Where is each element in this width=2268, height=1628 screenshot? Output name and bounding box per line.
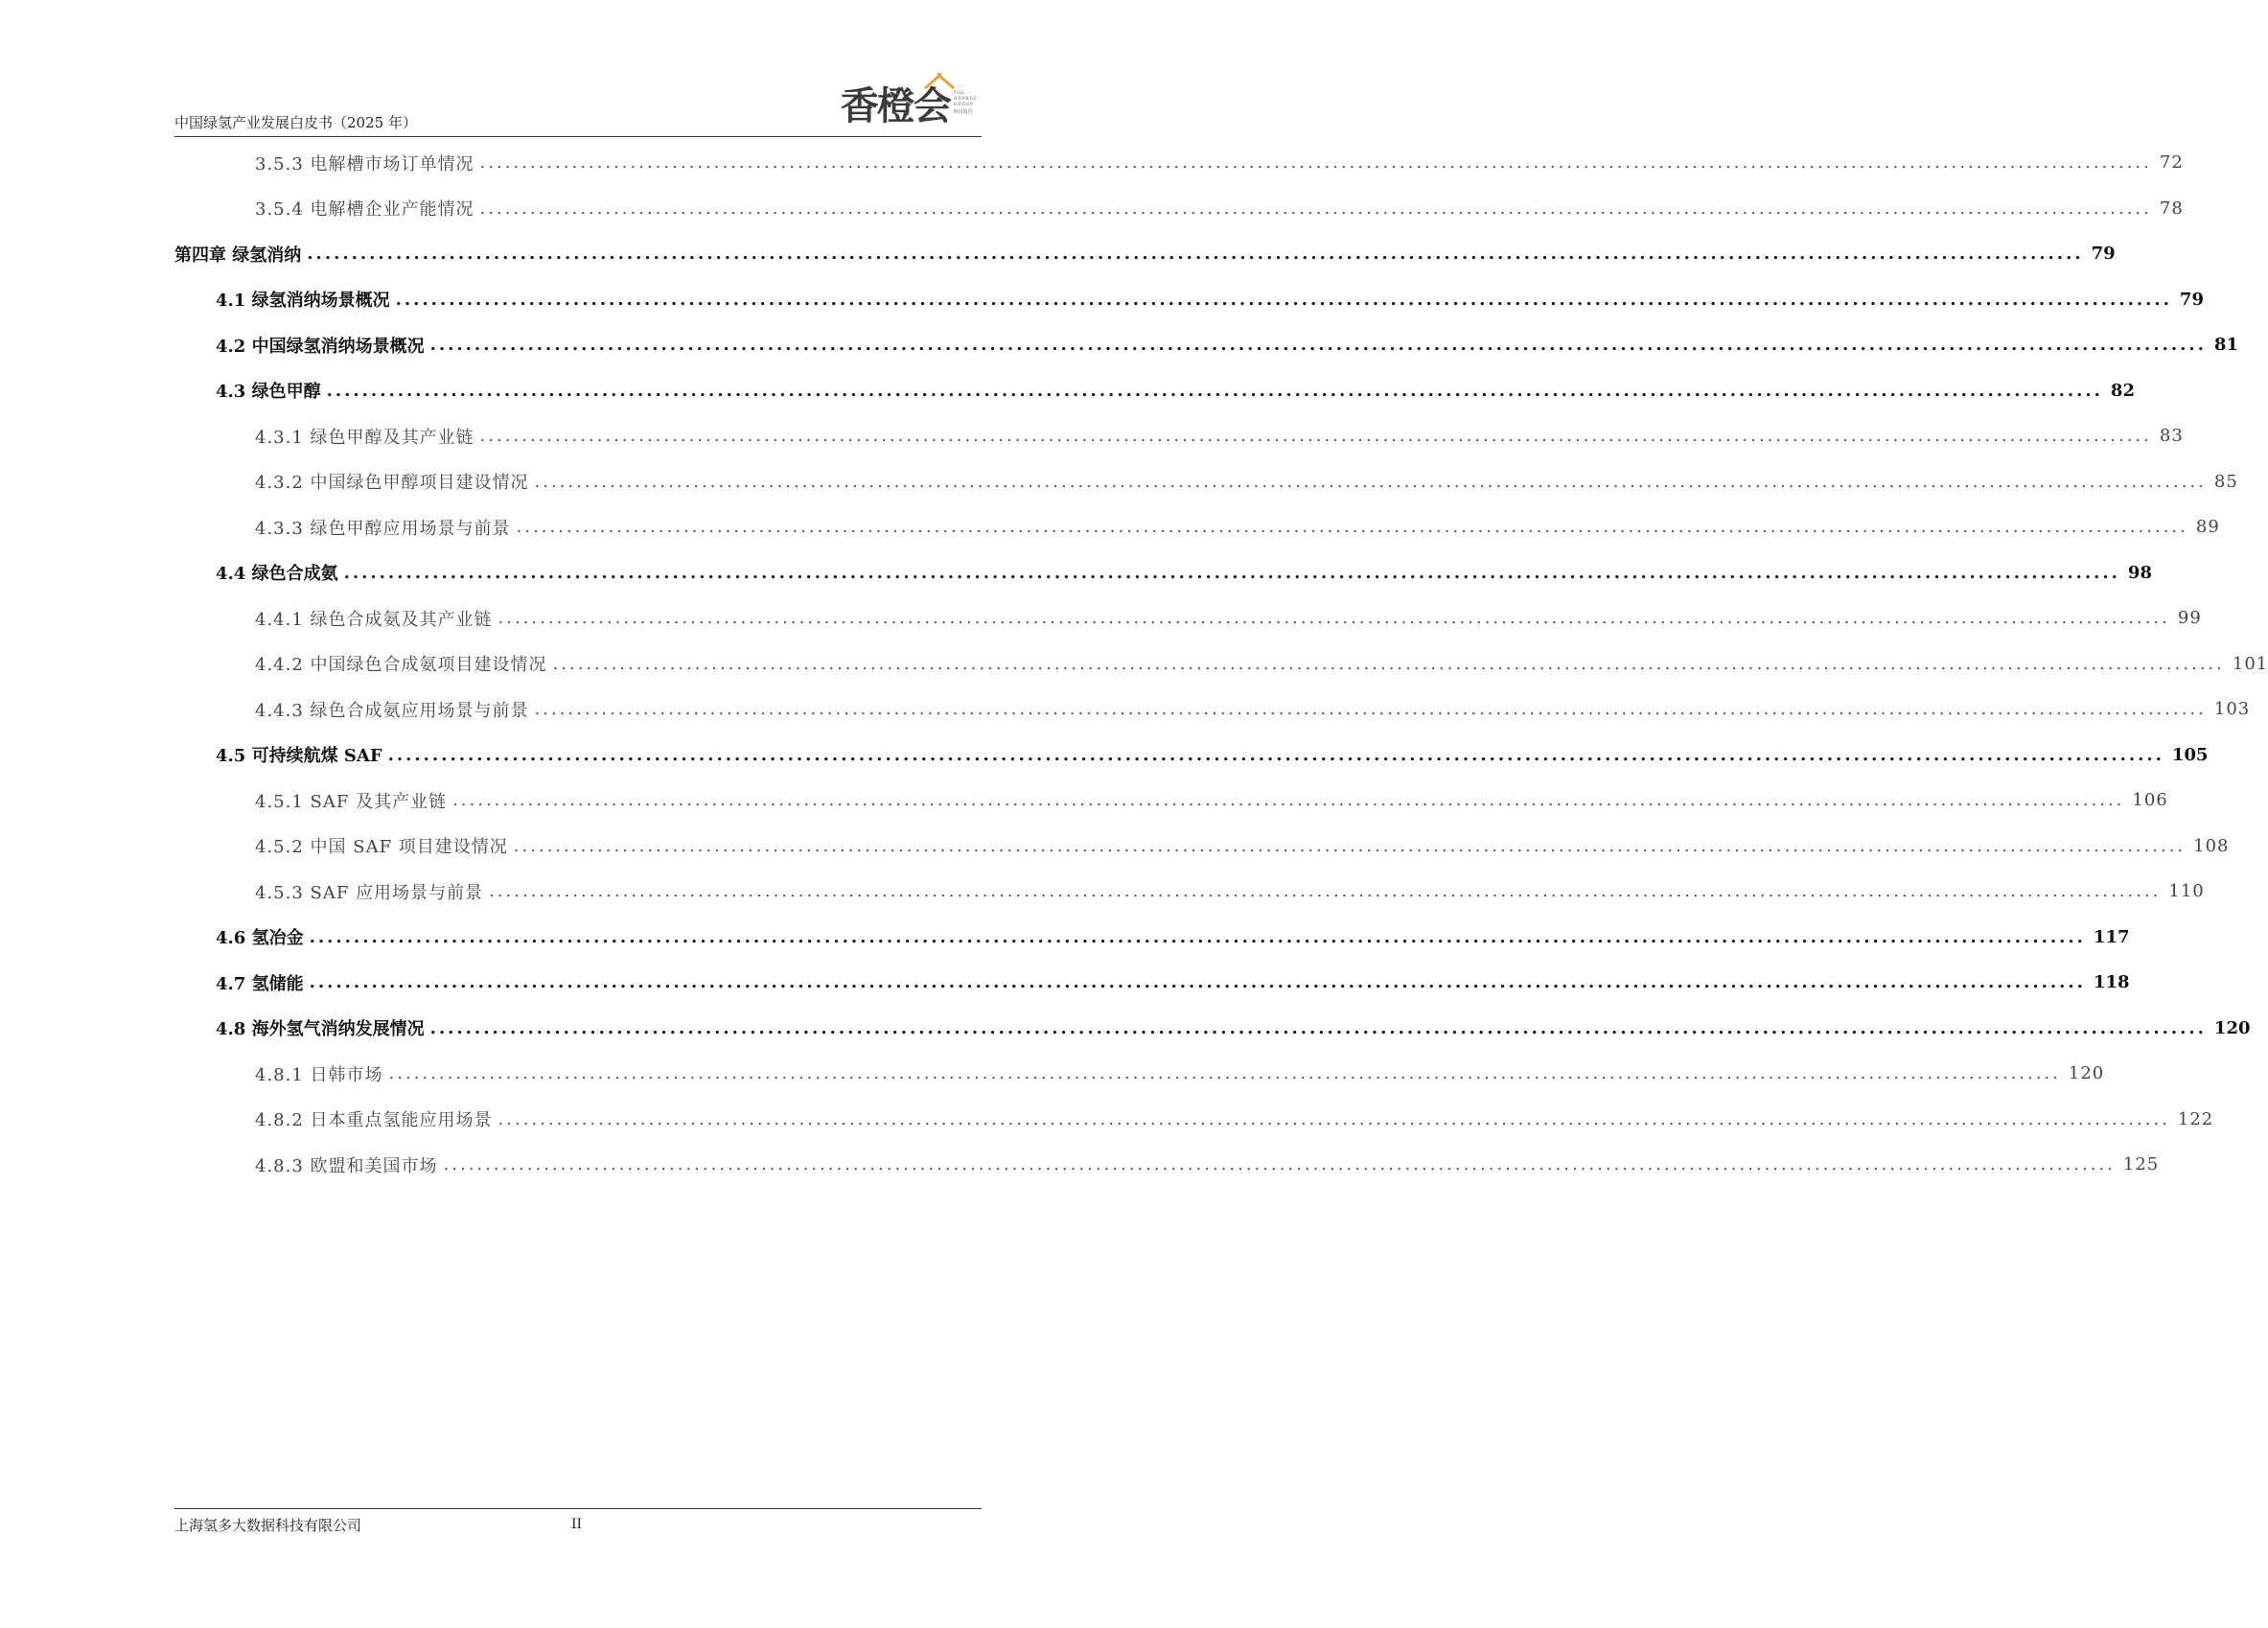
company-name: 上海氢多大数据科技有限公司 [174,1517,362,1534]
table-of-contents [174,140,2268,1188]
toc-entry-label: 4.4 绿色合成氨 [216,564,338,585]
toc-entry-page: 105 [2171,744,2209,765]
toc-entry-label: 4.8 海外氢气消纳发展情况 [216,1019,425,1040]
toc-entry-page: 125 [2122,1154,2160,1175]
toc-entry-label: 4.3.1 绿色甲醇及其产业链 [255,427,474,448]
toc-leader-dots: ........................................................................................................................................................................................................ [479,198,2152,219]
toc-entry-page: 117 [2093,926,2130,947]
toc-entry-label: 4.4.1 绿色合成氨及其产业链 [255,609,493,630]
toc-entry-label: 4.8.1 日韩市场 [255,1064,383,1085]
toc-entry-page: 103 [2213,699,2251,720]
toc-leader-dots: ........................................................................................................................................................................................................ [452,790,2125,811]
logo-text: 香橙会 [840,83,950,128]
toc-leader-dots: ........................................................................................................................................................................................................ [479,426,2152,447]
page-number: II [571,1517,583,1532]
toc-entry[interactable] [174,277,2204,323]
toc-entry[interactable] [174,595,2202,641]
toc-entry-label: 4.8.3 欧盟和美国市场 [255,1155,438,1176]
toc-entry[interactable] [174,641,2268,687]
toc-leader-dots: ........................................................................................................................................................................................................ [534,699,2207,720]
toc-entry-label: 第四章 绿氢消纳 [174,244,302,266]
company-logo [841,75,978,130]
toc-leader-dots: ........................................................................................................................................................................................................ [307,244,2084,265]
toc-entry[interactable] [174,140,2184,186]
toc-leader-dots: ........................................................................................................................................................................................................ [498,1108,2170,1129]
toc-leader-dots: ........................................................................................................................................................................................................ [498,608,2170,629]
toc-entry[interactable] [174,915,2130,961]
toc-entry-page: 99 [2177,608,2202,629]
toc-entry[interactable] [174,869,2205,915]
toc-entry-page: 82 [2110,380,2135,401]
toc-entry[interactable] [174,186,2184,232]
toc-leader-dots: ........................................................................................................................................................................................................ [479,152,2152,174]
toc-entry-page: 118 [2093,972,2130,993]
toc-entry-page: 89 [2195,517,2220,538]
toc-entry-label: 4.4.3 绿色合成氨应用场景与前景 [255,700,529,721]
toc-entry-label: 4.2 中国绿氢消纳场景概况 [216,336,425,357]
toc-entry-label: 4.5 可持续航煤 SAF [216,746,382,767]
toc-entry-page: 78 [2159,198,2184,219]
toc-leader-dots: ........................................................................................................................................................................................................ [429,335,2207,356]
toc-entry[interactable] [174,504,2220,550]
toc-leader-dots: ........................................................................................................................................................................................................ [513,835,2187,856]
toc-entry-page: 122 [2177,1108,2214,1129]
toc-leader-dots: ........................................................................................................................................................................................................ [388,1063,2061,1084]
toc-leader-dots: ........................................................................................................................................................................................................ [387,744,2164,765]
logo-subtitle: THE ORANGE GROUP 科技股份 [953,90,978,115]
toc-entry-label: 4.8.2 日本重点氢能应用场景 [255,1110,493,1131]
toc-entry-label: 4.5.2 中国 SAF 项目建设情况 [255,837,508,858]
toc-entry-label: 4.1 绿氢消纳场景概况 [216,291,390,312]
toc-entry-label: 4.6 氢冶金 [216,928,304,949]
toc-entry-page: 98 [2127,562,2152,583]
toc-leader-dots: ........................................................................................................................................................................................................ [395,289,2172,310]
toc-leader-dots: ........................................................................................................................................................................................................ [343,562,2120,583]
toc-entry[interactable] [174,322,2238,368]
toc-entry-page: 106 [2132,790,2168,811]
toc-entry-label: 3.5.4 电解槽企业产能情况 [255,199,474,221]
toc-entry[interactable] [174,1142,2160,1188]
toc-entry-page: 72 [2159,152,2184,174]
toc-leader-dots: ........................................................................................................................................................................................................ [489,881,2162,902]
toc-entry-label: 4.3.2 中国绿色甲醇项目建设情况 [255,473,529,494]
toc-entry[interactable] [174,686,2251,733]
toc-entry-page: 120 [2068,1063,2105,1084]
toc-entry-page: 79 [2179,289,2204,310]
page-header [174,73,982,137]
toc-entry[interactable] [174,733,2209,779]
toc-entry-page: 108 [2193,835,2230,856]
toc-entry-label: 4.3 绿色甲醇 [216,382,321,403]
toc-entry[interactable] [174,413,2184,459]
toc-entry-page: 101 [2232,653,2268,674]
toc-entry-label: 4.5.1 SAF 及其产业链 [255,791,448,812]
toc-leader-dots: ........................................................................................................................................................................................................ [534,471,2207,492]
toc-entry[interactable] [174,824,2230,870]
toc-leader-dots: ........................................................................................................................................................................................................ [552,653,2225,674]
toc-entry[interactable] [174,1051,2105,1097]
toc-entry-page: 110 [2168,881,2205,902]
toc-leader-dots: ........................................................................................................................................................................................................ [516,517,2188,538]
toc-entry[interactable] [174,1006,2251,1052]
toc-entry-page: 79 [2091,244,2116,265]
toc-leader-dots: ........................................................................................................................................................................................................ [429,1017,2207,1038]
toc-entry-label: 4.7 氢储能 [216,973,304,994]
toc-entry-page: 85 [2213,471,2238,492]
toc-entry[interactable] [174,778,2168,824]
toc-leader-dots: ........................................................................................................................................................................................................ [309,972,2086,993]
toc-entry[interactable] [174,368,2135,414]
toc-entry-page: 83 [2159,426,2184,447]
toc-entry[interactable] [174,1097,2214,1143]
toc-entry[interactable] [174,960,2130,1006]
toc-entry-page: 120 [2213,1017,2251,1038]
logo-roof-icon [923,73,956,90]
toc-entry-label: 3.5.3 电解槽市场订单情况 [255,153,474,174]
toc-entry[interactable] [174,550,2152,596]
toc-leader-dots: ........................................................................................................................................................................................................ [309,926,2086,947]
toc-leader-dots: ........................................................................................................................................................................................................ [443,1154,2116,1175]
toc-entry-label: 4.4.2 中国绿色合成氨项目建设情况 [255,655,547,676]
toc-entry[interactable] [174,231,2116,277]
toc-entry-label: 4.3.3 绿色甲醇应用场景与前景 [255,518,511,539]
page-footer [174,1508,982,1538]
toc-entry-label: 4.5.3 SAF 应用场景与前景 [255,882,484,903]
toc-entry[interactable] [174,459,2238,505]
document-title: 中国绿氢产业发展白皮书（2025 年） [174,114,417,131]
toc-entry-page: 81 [2213,335,2238,356]
toc-leader-dots: ........................................................................................................................................................................................................ [326,380,2103,401]
